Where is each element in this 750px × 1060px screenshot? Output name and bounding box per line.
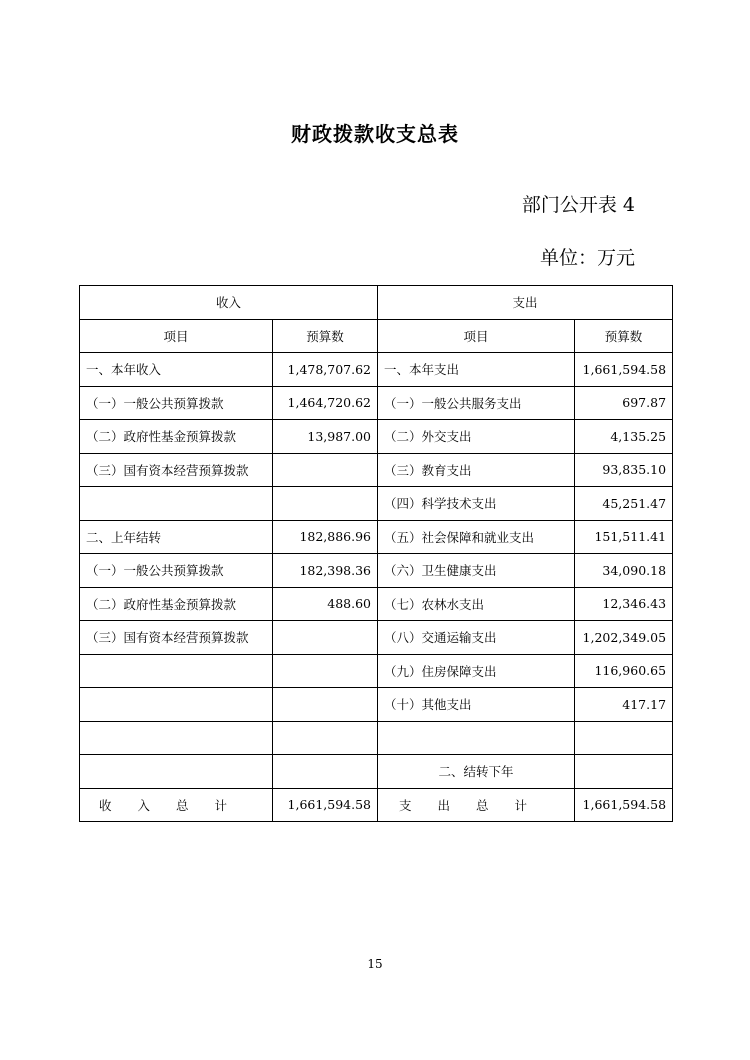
table-number: 部门公开表 4 <box>521 194 635 216</box>
table-row <box>80 621 673 655</box>
expense-budget-header: 预算数 <box>575 319 673 353</box>
expense-total-label: 支出总计 <box>378 788 575 822</box>
carry-over-label: 二、结转下年 <box>378 755 575 789</box>
income-item-cell: （一）一般公共预算拨款 <box>80 386 273 420</box>
column-header-row <box>80 319 673 353</box>
expense-value-cell: 697.87 <box>575 386 673 420</box>
empty-cell <box>575 755 673 789</box>
expense-item-cell: （一）一般公共服务支出 <box>378 386 575 420</box>
income-value-cell: 182,398.36 <box>273 554 378 588</box>
table-row <box>80 453 673 487</box>
income-header: 收入 <box>80 286 378 320</box>
table-row <box>80 688 673 722</box>
income-item-cell <box>80 654 273 688</box>
income-item-cell: （二）政府性基金预算拨款 <box>80 420 273 454</box>
expense-total-value: 1,661,594.58 <box>575 788 673 822</box>
expense-value-cell: 45,251.47 <box>575 487 673 521</box>
table-row <box>80 654 673 688</box>
expense-value-cell: 12,346.43 <box>575 587 673 621</box>
expense-value-cell: 151,511.41 <box>575 520 673 554</box>
empty-cell <box>273 755 378 789</box>
income-value-cell: 1,464,720.62 <box>273 386 378 420</box>
expense-value-cell: 34,090.18 <box>575 554 673 588</box>
page-title: 财政拨款收支总表 <box>291 122 459 146</box>
carry-over-row <box>80 755 673 789</box>
expense-item-cell: （五）社会保障和就业支出 <box>378 520 575 554</box>
income-value-cell <box>273 621 378 655</box>
table-row <box>80 386 673 420</box>
budget-table <box>79 285 673 822</box>
income-item-cell <box>80 487 273 521</box>
income-total-label: 收入总计 <box>80 788 273 822</box>
income-value-cell <box>273 453 378 487</box>
income-value-cell <box>273 688 378 722</box>
income-item-cell <box>80 688 273 722</box>
income-item-cell: （三）国有资本经营预算拨款 <box>80 621 273 655</box>
income-value-cell <box>273 654 378 688</box>
income-value-cell <box>273 721 378 755</box>
expense-item-cell: （二）外交支出 <box>378 420 575 454</box>
expense-value-cell: 93,835.10 <box>575 453 673 487</box>
expense-value-cell: 4,135.25 <box>575 420 673 454</box>
expense-item-cell: （三）教育支出 <box>378 453 575 487</box>
income-item-cell: 二、上年结转 <box>80 520 273 554</box>
table-row <box>80 420 673 454</box>
income-value-cell: 1,478,707.62 <box>273 353 378 387</box>
income-item-cell: （二）政府性基金预算拨款 <box>80 587 273 621</box>
table-row <box>80 487 673 521</box>
income-item-cell: 一、本年收入 <box>80 353 273 387</box>
expense-value-cell: 1,661,594.58 <box>575 353 673 387</box>
empty-cell <box>80 755 273 789</box>
table-row <box>80 520 673 554</box>
expense-item-cell: （四）科学技术支出 <box>378 487 575 521</box>
table-row <box>80 587 673 621</box>
expense-header: 支出 <box>378 286 673 320</box>
income-item-header: 项目 <box>80 319 273 353</box>
table-row <box>80 554 673 588</box>
unit-label: 单位：万元 <box>539 247 635 269</box>
income-value-cell <box>273 487 378 521</box>
table-row <box>80 353 673 387</box>
expense-item-cell: 一、本年支出 <box>378 353 575 387</box>
income-total-value: 1,661,594.58 <box>273 788 378 822</box>
expense-item-cell: （十）其他支出 <box>378 688 575 722</box>
income-item-cell <box>80 721 273 755</box>
expense-value-cell: 116,960.65 <box>575 654 673 688</box>
expense-value-cell: 1,202,349.05 <box>575 621 673 655</box>
expense-item-cell: （九）住房保障支出 <box>378 654 575 688</box>
income-item-cell: （三）国有资本经营预算拨款 <box>80 453 273 487</box>
expense-value-cell: 417.17 <box>575 688 673 722</box>
expense-item-cell <box>378 721 575 755</box>
expense-item-cell: （六）卫生健康支出 <box>378 554 575 588</box>
income-item-cell: （一）一般公共预算拨款 <box>80 554 273 588</box>
income-value-cell: 182,886.96 <box>273 520 378 554</box>
expense-value-cell <box>575 721 673 755</box>
page-number: 15 <box>367 957 383 971</box>
section-header-row <box>80 286 673 320</box>
income-value-cell: 488.60 <box>273 587 378 621</box>
income-value-cell: 13,987.00 <box>273 420 378 454</box>
expense-item-header: 项目 <box>378 319 575 353</box>
total-row <box>80 788 673 822</box>
expense-item-cell: （七）农林水支出 <box>378 587 575 621</box>
income-budget-header: 预算数 <box>273 319 378 353</box>
table-row <box>80 721 673 755</box>
expense-item-cell: （八）交通运输支出 <box>378 621 575 655</box>
